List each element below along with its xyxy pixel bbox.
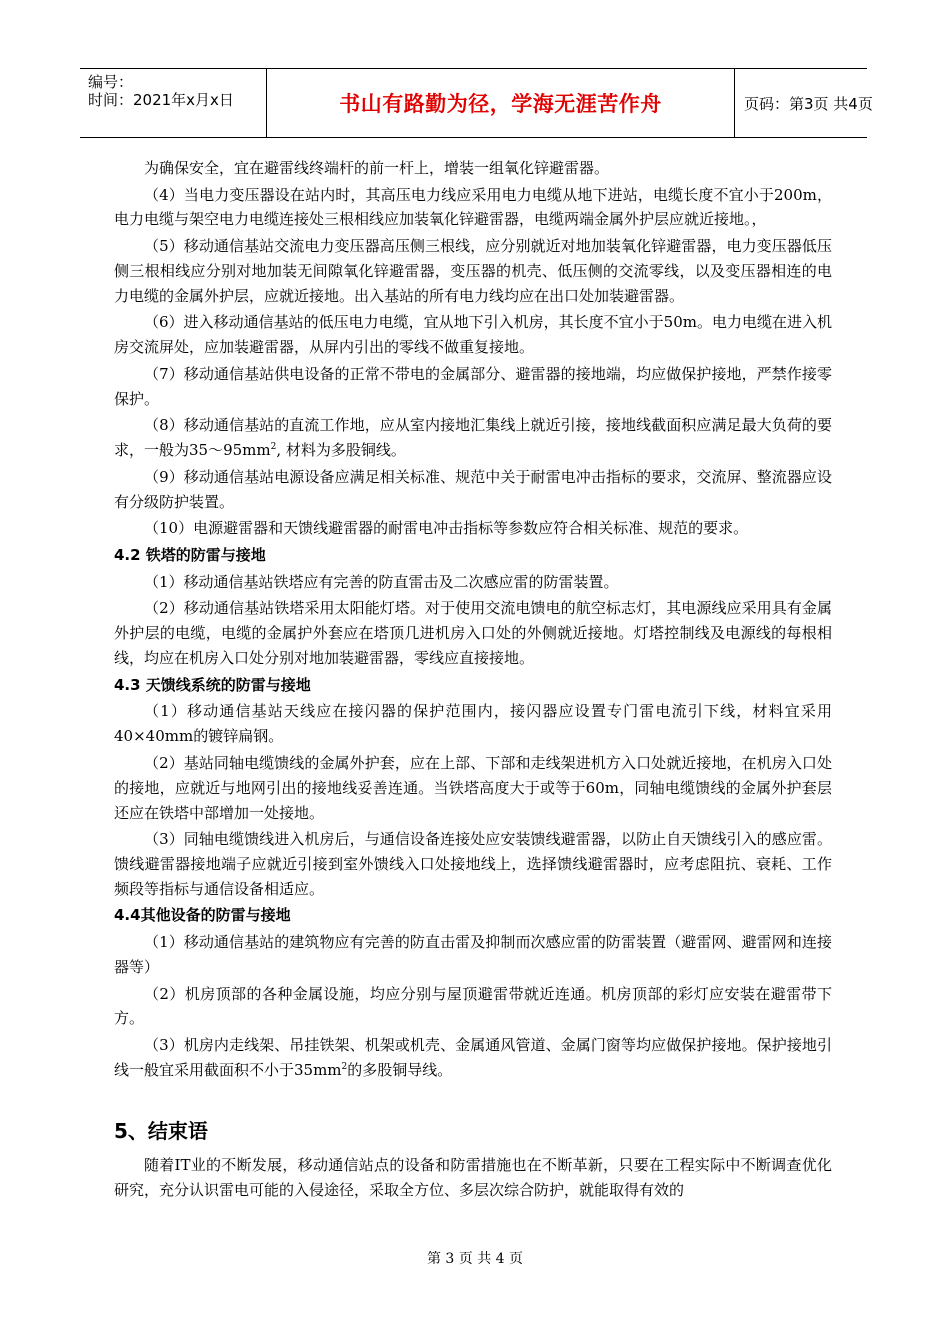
superscript: 2 <box>341 1061 348 1072</box>
page-footer: 第 3 页 共 4 页 <box>426 1251 524 1267</box>
header-table <box>80 68 873 138</box>
paragraph: （6）进入移动通信基站的低压电力电缆，宜从地下引入机房，其长度不宜小于50m。电力电缆在进入机房交流屏处，应加装避雷器，从屏内引出的零线不做重复接地。 <box>114 313 832 357</box>
paragraph: 随着IT业的不断发展，移动通信站点的设备和防雷措施也在不断革新，只要在工程实际中不断调查优化研究，充分认识雷电可能的入侵途径，采取全方位、多层次综合防护，就能取得有效的 <box>114 1155 832 1199</box>
paragraph: （1）移动通信基站铁塔应有完善的防直雷击及二次感应雷的防雷装置。 <box>144 572 619 591</box>
paragraph-text: , 材料为多股铜线。 <box>276 441 406 460</box>
header-page-info: 页码：第3页 共4页 <box>744 94 873 113</box>
section-heading-4-4: 4.4其他设备的防雷与接地 <box>114 906 291 925</box>
paragraph: （1）移动通信基站天线应在接闪器的保护范围内，接闪器应设置专门雷电流引下线，材料宜采用40×40mm的镀锌扁钢。 <box>114 702 832 746</box>
paragraph: （3）同轴电缆馈线进入机房后，与通信设备连接处应安装馈线避雷器，以防止自天馈线引入的感应雷。馈线避雷器接地端子应就近引接到室外馈线入口处接地线上，选择馈线避雷器时，应考虑阻抗、衰耗、工作频段等指标与通信设备相适应。 <box>114 830 832 898</box>
paragraph-text: （3）机房内走线架、吊挂铁架、机架或机壳、金属通风管道、金属门窗等均应做保护接地。保护接地引线一般宜采用截面积不小于35mm <box>114 1036 832 1079</box>
paragraph: （7）移动通信基站供电设备的正常不带电的金属部分、避雷器的接地端，均应做保护接地，严禁作接零保护。 <box>114 364 832 408</box>
paragraph: （4）当电力变压器设在站内时，其高压电力线应采用电力电缆从地下进站，电缆长度不宜小于200m，电力电缆与架空电力电缆连接处三根相线应加装氧化锌避雷器，电缆两端金属外护层应就近接地。， <box>114 185 832 229</box>
paragraph: （9）移动通信基站电源设备应满足相关标准、规范中关于耐雷电冲击指标的要求，交流屏、整流器应设有分级防护装置。 <box>114 467 832 511</box>
section-heading-4-2: 4.2 铁塔的防雷与接地 <box>114 546 266 565</box>
header-motto: 书山有路勤为径，学海无涯苦作舟 <box>267 69 735 137</box>
paragraph: （2）基站同轴电缆馈线的金属外护套，应在上部、下部和走线架进机方入口处就近接地，在机房入口处的接地，应就近与地网引出的接地线妥善连通。当铁塔高度大于或等于60m，同轴电缆馈线的金属外护套层还应在铁塔中部增加一处接地。 <box>114 753 832 822</box>
paragraph: （2）移动通信基站铁塔采用太阳能灯塔。对于使用交流电馈电的航空标志灯，其电源线应采用具有金属外护层的电缆，电缆的金属护外套应在塔顶几进机房入口处的外侧就近接地。灯塔控制线及电源线的每根相线，均应在机房入口处分别对地加装避雷器，零线应直接接地。 <box>114 599 832 668</box>
section-heading-4-3: 4.3 天馈线系统的防雷与接地 <box>114 675 311 694</box>
header-meta-cell <box>80 69 267 137</box>
number-label: 编号： <box>88 73 134 91</box>
paragraph: 为确保安全，宜在避雷线终端杆的前一杆上，增装一组氧化锌避雷器。 <box>144 159 610 177</box>
paragraph: （5）移动通信基站交流电力变压器高压侧三根线，应分别就近对地加装氧化锌避雷器，电力变压器低压侧三根相线应分别对地加装无间隙氧化锌避雷器，变压器的机壳、低压侧的交流零线，以及变压器相连的电力电缆的金属外护层，应就近接地。出入基站的所有电力线均应在出口处加装避雷器。 <box>114 237 832 305</box>
superscript: 2 <box>270 442 277 453</box>
paragraph <box>114 413 832 463</box>
paragraph <box>114 1033 832 1083</box>
time-label: 时间：2021年x月x日 <box>88 91 234 109</box>
document-body <box>114 156 832 1204</box>
section-heading-5: 5、结束语 <box>114 1118 208 1143</box>
paragraph: （1）移动通信基站的建筑物应有完善的防直击雷及抑制而次感应雷的防雷装置（避雷网、避雷网和连接器等） <box>114 933 832 976</box>
paragraph: （10）电源避雷器和天馈线避雷器的耐雷电冲击指标等参数应符合相关标准、规范的要求。 <box>144 519 749 538</box>
paragraph: （2）机房顶部的各种金属设施，均应分别与屋顶避雷带就近连通。机房顶部的彩灯应安装在避雷带下方。 <box>114 984 832 1028</box>
paragraph-text: （8）移动通信基站的直流工作地，应从室内接地汇集线上就近引接，接地线截面积应满足最大负荷的要求，一般为35～95mm <box>114 416 832 460</box>
paragraph-text: 的多股铜导线。 <box>347 1060 453 1079</box>
